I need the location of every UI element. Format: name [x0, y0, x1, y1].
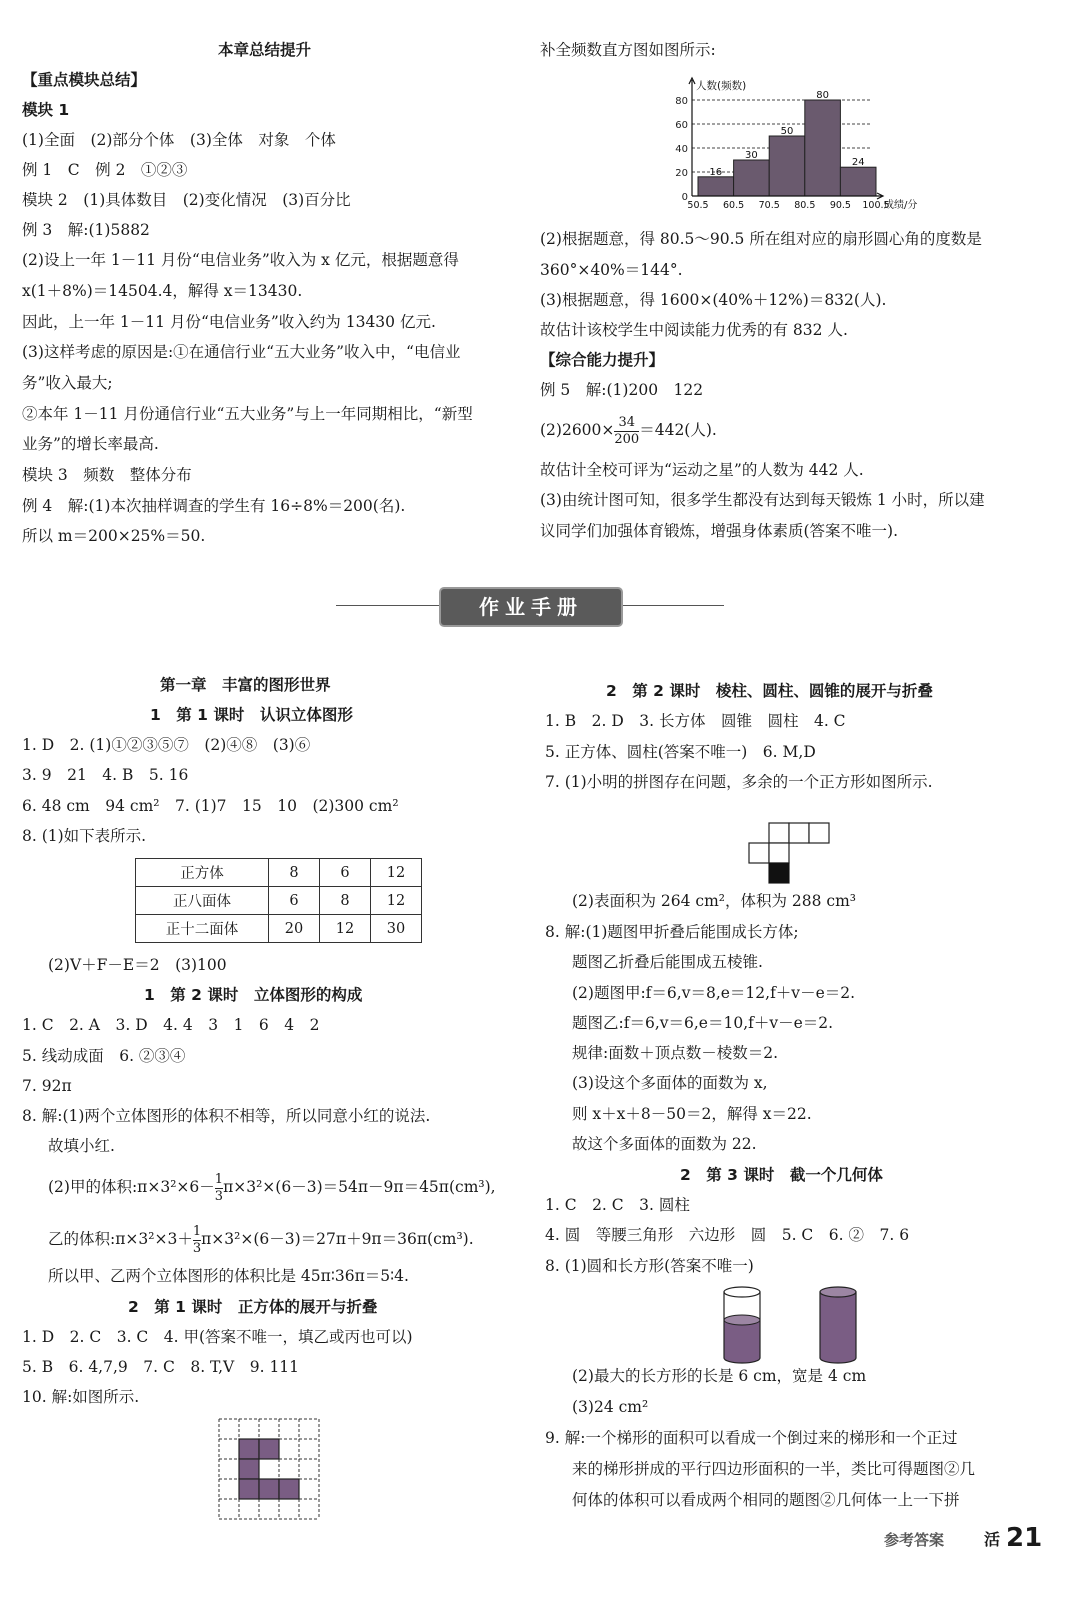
text-line: 5. 线动成面 6. ②③④: [22, 1047, 186, 1065]
lesson-title: 1 第 1 课时 认识立体图形: [150, 706, 353, 724]
text-line: (3)这样考虑的原因是:①在通信行业“五大业务”收入中，“电信业: [22, 343, 461, 361]
table-cell: 12: [371, 859, 422, 887]
text-line: 7. 92π: [22, 1077, 72, 1095]
histogram-bar: [769, 136, 805, 196]
section-title: 本章总结提升: [218, 41, 312, 59]
table-cell: 6: [269, 887, 320, 915]
footer-label: 参考答案: [884, 1531, 945, 1549]
text-line: (2)根据题意，得 80.5～90.5 所在组对应的扇形圆心角的度数是: [540, 230, 982, 248]
text-line: 1. C 2. A 3. D 4. 4 3 1 6 4 2: [22, 1016, 320, 1034]
text-line: 10. 解:如图所示.: [22, 1388, 140, 1406]
text-line: 所以 m＝200×25%＝50.: [22, 527, 206, 545]
text-line: 补全频数直方图如图所示:: [540, 41, 716, 59]
text-line: 故估计该校学生中阅读能力优秀的有 832 人.: [540, 321, 848, 339]
y-axis-label: 人数(频数): [696, 80, 747, 92]
y-tick-label: 40: [675, 144, 688, 155]
ex5-prefix: (2)2600×: [540, 421, 615, 439]
cube-net-grid-figure: [218, 1418, 320, 1520]
y-tick-label: 20: [675, 168, 688, 179]
text-line: (2)题图甲:f＝6,v＝8,e＝12,f＋v－e＝2.: [572, 984, 856, 1002]
x-tick-label: 50.5: [687, 200, 709, 211]
x-tick-label: 80.5: [794, 200, 816, 211]
x-tick-label: 90.5: [829, 200, 851, 211]
text-line: 务”收入最大;: [22, 374, 113, 392]
text-line: 8. 解:(1)题图甲折叠后能围成长方体;: [545, 923, 799, 941]
histogram-bar: [840, 167, 876, 196]
text-line: 因此，上一年 1－11 月份“电信业务”收入约为 13430 亿元.: [22, 313, 436, 331]
volume-b-suffix: π×3²×(6－3)＝27π＋9π＝36π(cm³).: [201, 1230, 474, 1248]
x-tick-label: 100.5: [862, 200, 890, 211]
text-line: x(1＋8%)＝14504.4，解得 x＝13430.: [22, 282, 303, 300]
text-line: 模块 3 频数 整体分布: [22, 466, 192, 484]
text-line: 模块 2 (1)具体数目 (2)变化情况 (3)百分比: [22, 191, 351, 209]
text-line: (3)由统计图可知，很多学生都没有达到每天锻炼 1 小时，所以建: [540, 491, 985, 509]
volume-b-line: [48, 1222, 474, 1257]
fraction-numerator: 1: [192, 1223, 202, 1239]
table-cell: 正方体: [136, 859, 269, 887]
histogram-bar: [734, 160, 770, 196]
text-line: 例 3 解:(1)5882: [22, 221, 150, 239]
text-line: 则 x＋x＋8－50＝2，解得 x＝22.: [572, 1105, 812, 1123]
text-line: 规律:面数＋顶点数－棱数＝2.: [572, 1044, 779, 1062]
table-row: [136, 887, 422, 915]
text-line: 所以甲、乙两个立体图形的体积比是 45π∶36π＝5∶4.: [48, 1267, 409, 1285]
text-line: 1. C 2. C 3. 圆柱: [545, 1196, 690, 1214]
text-line: (3)24 cm²: [572, 1398, 649, 1416]
lesson-title: 1 第 2 课时 立体图形的构成: [144, 986, 363, 1004]
table-cell: 8: [320, 887, 371, 915]
cylinder-horizontal-cut: [724, 1287, 760, 1363]
table-cell: 正八面体: [136, 887, 269, 915]
text-line: 1. B 2. D 3. 长方体 圆锥 圆柱 4. C: [545, 712, 846, 730]
table-cell: 12: [371, 887, 422, 915]
text-line: 例 5 解:(1)200 122: [540, 381, 704, 399]
text-line: 360°×40%＝144°.: [540, 261, 683, 279]
cylinder-cross-sections-figure: [716, 1284, 866, 1368]
text-line: 9. 解:一个梯形的面积可以看成一个倒过来的梯形和一个正过: [545, 1429, 958, 1447]
text-line: (1)全面 (2)部分个体 (3)全体 对象 个体: [22, 131, 336, 149]
y-tick-label: 60: [675, 120, 688, 131]
histogram-bar: [805, 100, 841, 196]
fraction: [614, 415, 639, 448]
fraction-denominator: 3: [192, 1240, 202, 1256]
text-line: 题图乙:f＝6,v＝6,e＝10,f＋v－e＝2.: [572, 1014, 834, 1032]
text-line: (2)最大的长方形的长是 6 cm，宽是 4 cm: [572, 1367, 867, 1385]
text-line: 故估计全校可评为“运动之星”的人数为 442 人.: [540, 461, 864, 479]
fraction-denominator: 3: [214, 1188, 224, 1204]
text-line: (3)根据题意，得 1600×(40%＋12%)＝832(人).: [540, 291, 887, 309]
text-line: 故填小红.: [48, 1137, 115, 1155]
lesson-title: 2 第 3 课时 截一个几何体: [680, 1166, 883, 1184]
text-line: 1. D 2. (1)①②③⑤⑦ (2)④⑧ (3)⑥: [22, 736, 311, 754]
bar-value-label: 16: [709, 166, 723, 178]
text-line: 8. (1)圆和长方形(答案不唯一): [545, 1257, 754, 1275]
banner-rule-right: [622, 605, 724, 606]
cylinder-vertical-cut: [820, 1287, 856, 1363]
text-line: 故这个多面体的面数为 22.: [572, 1135, 757, 1153]
chapter-title: 第一章 丰富的图形世界: [160, 676, 331, 694]
bar-value-label: 50: [780, 126, 794, 137]
text-line: 题图乙折叠后能围成五棱锥.: [572, 953, 763, 971]
text-line: (3)设这个多面体的面数为 x,: [572, 1074, 768, 1092]
text-line: 例 1 C 例 2 ①②③: [22, 161, 188, 179]
text-line: 1. D 2. C 3. C 4. 甲(答案不唯一，填乙或丙也可以): [22, 1328, 413, 1346]
table-cell: 30: [371, 915, 422, 943]
text-line: 模块 1: [22, 101, 70, 119]
x-axis-label: 成绩/分: [884, 200, 918, 211]
polyhedron-table: [135, 858, 422, 943]
table-cell: 8: [269, 859, 320, 887]
bar-value-label: 30: [745, 150, 758, 161]
footer-prefix: 活: [984, 1530, 1001, 1549]
bar-value-label: 24: [851, 157, 865, 169]
table-cell: 正十二面体: [136, 915, 269, 943]
histogram-bar: [698, 177, 734, 196]
y-tick-label: 80: [675, 96, 688, 107]
text-line: 5. B 6. 4,7,9 7. C 8. T,V 9. 111: [22, 1358, 300, 1376]
text-line: 7. (1)小明的拼图存在问题，多余的一个正方形如图所示.: [545, 773, 933, 791]
x-tick-label: 60.5: [723, 200, 745, 211]
y-tick-label: 0: [681, 192, 688, 203]
table-cell: 12: [320, 915, 371, 943]
text-line: 8. (1)如下表所示.: [22, 827, 147, 845]
text-line: 例 4 解:(1)本次抽样调查的学生有 16÷8%＝200(名).: [22, 497, 406, 515]
frequency-histogram: [660, 76, 920, 216]
text-line: (2)V＋F－E＝2 (3)100: [48, 956, 227, 974]
lesson-title: 2 第 1 课时 正方体的展开与折叠: [128, 1298, 378, 1316]
banner-rule-left: [336, 605, 440, 606]
text-line: (2)设上一年 1－11 月份“电信业务”收入为 x 亿元，根据题意得: [22, 251, 459, 269]
fraction-numerator: 34: [614, 415, 639, 432]
text-line: 业务”的增长率最高.: [22, 435, 159, 453]
text-line: 【综合能力提升】: [540, 351, 665, 369]
table-row: [136, 859, 422, 887]
volume-b-prefix: 乙的体积:π×3²×3＋: [48, 1230, 193, 1248]
text-line: 3. 9 21 4. B 5. 16: [22, 766, 189, 784]
table-row: [136, 915, 422, 943]
net-extra-square-figure: [748, 822, 830, 884]
volume-a-line: [48, 1170, 496, 1205]
volume-a-suffix: π×3²×(6－3)＝54π－9π＝45π(cm³),: [223, 1178, 496, 1196]
extra-square: [769, 863, 789, 883]
lesson-title: 2 第 2 课时 棱柱、圆柱、圆锥的展开与折叠: [606, 682, 933, 700]
x-tick-label: 70.5: [758, 200, 780, 211]
text-line: 来的梯形拼成的平行四边形面积的一半，类比可得题图②几: [572, 1460, 976, 1478]
table-cell: 20: [269, 915, 320, 943]
text-line: 何体的体积可以看成两个相同的题图②几何体一上一下拼: [572, 1491, 960, 1509]
table-cell: 6: [320, 859, 371, 887]
fraction-denominator: 200: [614, 431, 640, 447]
text-line: (2)表面积为 264 cm²，体积为 288 cm³: [572, 892, 857, 910]
section-banner: 作业手册: [441, 589, 621, 625]
text-line: 8. 解:(1)两个立体图形的体积不相等，所以同意小红的说法.: [22, 1107, 431, 1125]
volume-a-prefix: (2)甲的体积:π×3²×6－: [48, 1178, 215, 1196]
text-line: 5. 正方体、圆柱(答案不唯一) 6. M,D: [545, 743, 816, 761]
page-number: 21: [1006, 1523, 1043, 1553]
fraction: [215, 1172, 223, 1205]
fraction-numerator: 1: [214, 1171, 224, 1187]
text-line: 4. 圆 等腰三角形 六边形 圆 5. C 6. ② 7. 6: [545, 1226, 910, 1244]
text-line: ②本年 1－11 月份通信行业“五大业务”与上一年同期相比，“新型: [22, 405, 473, 423]
text-line: 6. 48 cm 94 cm² 7. (1)7 15 10 (2)300 cm²: [22, 797, 399, 815]
text-line: 【重点模块总结】: [22, 71, 147, 89]
example-5-part-2: [540, 413, 717, 448]
fraction: [193, 1224, 201, 1257]
text-line: 议同学们加强体育锻炼，增强身体素质(答案不唯一).: [540, 522, 899, 540]
ex5-suffix: ＝442(人).: [639, 421, 717, 439]
bar-value-label: 80: [816, 90, 829, 101]
